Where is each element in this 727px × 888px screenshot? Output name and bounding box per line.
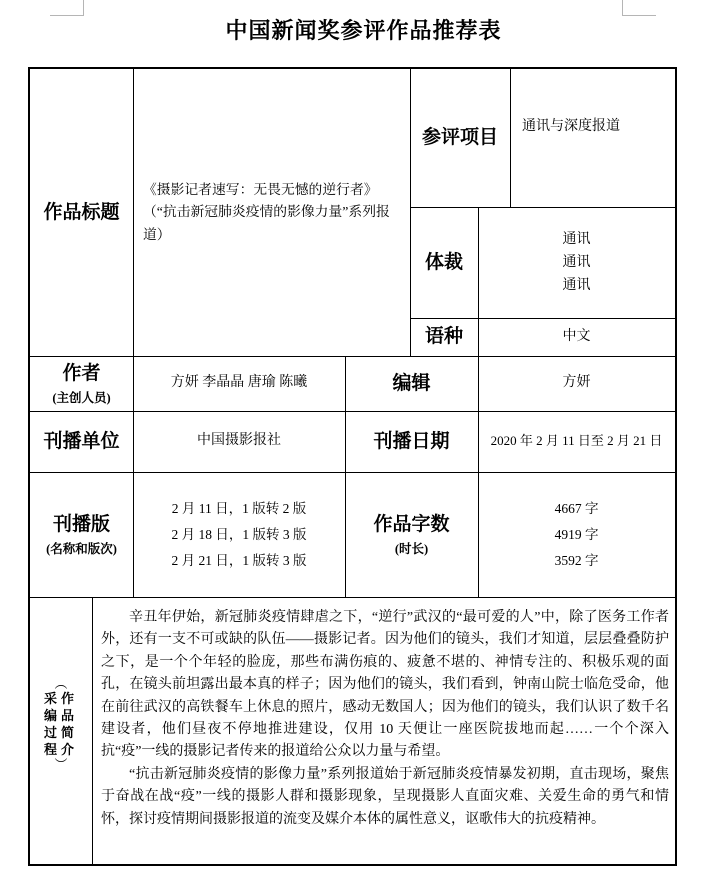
wordcount-entry: 4667 字 bbox=[554, 500, 599, 516]
edition-entry: 2 月 21 日，1 版转 3 版 bbox=[171, 552, 307, 568]
entry-category-value-cell bbox=[510, 69, 675, 207]
intro-paragraph-2: “抗击新冠肺炎疫情的影像力量”系列报道始于新冠肺炎疫情暴发初期，直击现场，聚焦于奋战在战“疫”一线的摄影人群和摄影现象，呈现摄影人直面灾难、关爱生命的勇气和情怀，探讨疫情期间摄影报道的流变及媒介本体的属性意义，讴歌伟大的抗疫精神。 bbox=[101, 766, 669, 827]
intro-label-cell bbox=[30, 597, 92, 864]
entry-category-label: 参评项目 bbox=[421, 127, 498, 149]
intro-paragraph-1: 辛丑年伊始，新冠肺炎疫情肆虐之下，“逆行”武汉的“最可爱的人”中，除了医务工作者外，还有一支不可或缺的队伍——摄影记者。因为他们的镜头，我们才知道，层层叠叠防护之下，是一个个年轻的脸庞，那些布满伤痕的、疲惫不堪的、神情专注的、积极乐观的面孔，在镜头前坦露出最本真的样子；因为他们的镜头，我们看到，钟南山院士临危受命，他在前往武汉的高铁餐车上休息的照片，感动无数国人；因为他们的镜头，我们认识了数千名建设者，他们昼夜不停地推进建设，仅用 10 天便让一座医院拔地而起……一个个深入抗“疫”一线的摄影记者传来的报道给公众以力量与希望。 bbox=[101, 610, 669, 760]
language-label-cell bbox=[410, 318, 478, 356]
wordcount-value-cell bbox=[478, 472, 675, 597]
author-names: 方妍 李晶晶 唐瑜 陈曦 bbox=[170, 375, 308, 391]
editor-value-cell bbox=[478, 356, 675, 411]
genre-label-cell bbox=[410, 207, 478, 318]
publish-unit-value: 中国摄影报社 bbox=[197, 433, 281, 449]
publish-unit-value-cell bbox=[133, 411, 345, 472]
language-value-cell bbox=[478, 318, 675, 356]
publish-unit-label-cell bbox=[30, 411, 133, 472]
work-title-value-cell bbox=[133, 69, 410, 356]
genre-value-cell bbox=[478, 207, 675, 318]
publish-date-label: 刊播日期 bbox=[373, 430, 450, 452]
publish-unit-label: 刊播单位 bbox=[43, 430, 120, 452]
intro-label-paren-close: ︶ bbox=[54, 756, 68, 772]
intro-label-paren-open: ︵ bbox=[54, 675, 68, 691]
publish-date-label-cell bbox=[345, 411, 478, 472]
language-value: 中文 bbox=[562, 328, 591, 344]
author-value-cell bbox=[133, 356, 345, 411]
edition-value-cell bbox=[133, 472, 345, 597]
genre-value: 通讯 bbox=[562, 278, 591, 293]
edition-entry: 2 月 18 日，1 版转 3 版 bbox=[171, 526, 307, 542]
edition-entry: 2 月 11 日，1 版转 2 版 bbox=[171, 500, 307, 516]
editor-name: 方妍 bbox=[562, 375, 591, 391]
intro-label-row: 采作 bbox=[43, 690, 78, 706]
edition-label: 刊播版 bbox=[52, 513, 110, 535]
author-sublabel: (主创人员) bbox=[52, 391, 111, 406]
author-label-cell bbox=[30, 356, 133, 411]
work-title-label-cell bbox=[30, 69, 133, 356]
genre-label: 体裁 bbox=[424, 251, 463, 273]
publish-date-value: 2020 年 2 月 11 日至 2 月 21 日 bbox=[490, 433, 663, 449]
genre-value: 通讯 bbox=[562, 255, 591, 270]
recommendation-form-table bbox=[28, 67, 677, 866]
wordcount-entry: 4919 字 bbox=[554, 526, 599, 542]
language-label: 语种 bbox=[424, 326, 463, 348]
intro-label-row: 程介 bbox=[43, 741, 78, 757]
intro-value-cell bbox=[92, 597, 675, 864]
editor-label: 编辑 bbox=[392, 372, 431, 394]
intro-label-row: 过简 bbox=[43, 724, 78, 740]
genre-value: 通讯 bbox=[562, 232, 591, 247]
edition-label-cell bbox=[30, 472, 133, 597]
intro-text bbox=[92, 597, 675, 831]
edition-sublabel: (名称和版次) bbox=[46, 542, 117, 557]
intro-label-row: 编品 bbox=[43, 707, 78, 723]
entry-category-value: 通讯与深度报道 bbox=[522, 118, 620, 134]
entry-category-label-cell bbox=[410, 69, 510, 207]
document-title: 中国新闻奖参评作品推荐表 bbox=[225, 18, 502, 43]
publish-date-value-cell bbox=[478, 411, 675, 472]
work-title-line1: 《摄影记者速写：无畏无憾的逆行者》 bbox=[143, 182, 378, 198]
author-label: 作者 bbox=[62, 362, 101, 384]
wordcount-entry: 3592 字 bbox=[554, 552, 599, 568]
work-title-label: 作品标题 bbox=[43, 201, 120, 223]
wordcount-sublabel: (时长) bbox=[394, 542, 429, 557]
wordcount-label-cell bbox=[345, 472, 478, 597]
work-title-line2: （“抗击新冠肺炎疫情的影像力量”系列报道） bbox=[143, 204, 390, 242]
wordcount-label: 作品字数 bbox=[373, 513, 450, 535]
editor-label-cell bbox=[345, 356, 478, 411]
